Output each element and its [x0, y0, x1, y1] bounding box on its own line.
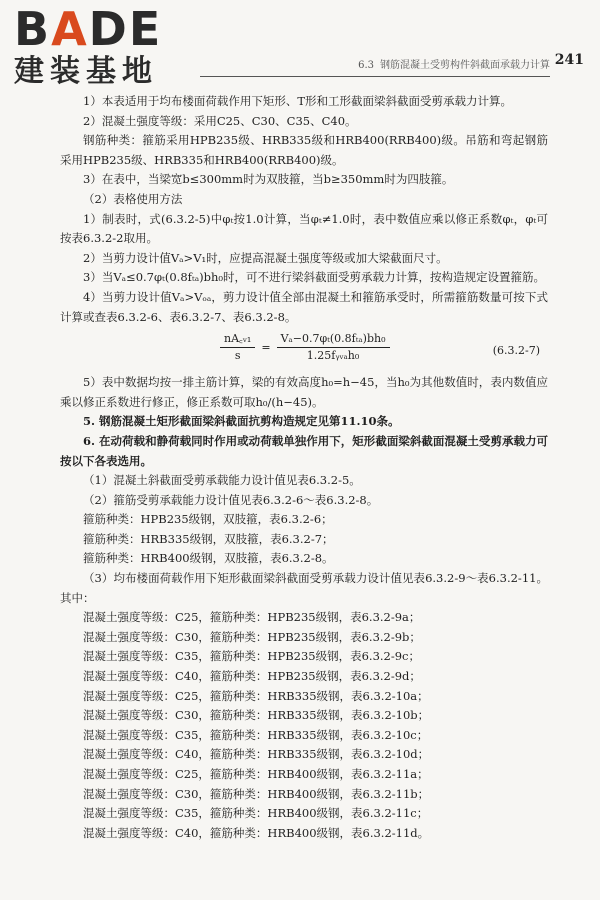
list-item: 混凝土强度等级：C25，箍筋种类：HPB235级钢，表6.3.2-9a； [83, 610, 421, 625]
list-item: 混凝土强度等级：C40，箍筋种类：HRB400级钢，表6.3.2-11d。 [83, 825, 430, 840]
list-item: 混凝土强度等级：C40，箍筋种类：HPB235级钢，表6.3.2-9d； [83, 669, 421, 684]
list-item: 箍筋种类：HPB235级钢，双肢箍，表6.3.2-6； [83, 512, 333, 527]
logo-subtitle: 建装基地 [14, 54, 158, 89]
paragraph: 1）制表时，式(6.3.2-5)中φₜ按1.0计算，当φₜ≠1.0时，表中数值应乘以修正系数φₜ，φₜ可按表6.3.2-2取用。 [60, 211, 548, 246]
lhs-numerator: nA꜀ᵥ₁ [220, 331, 255, 348]
paragraph: 5）表中数据均按一排主筋计算，梁的有效高度h₀=h−45，当h₀为其他数值时，表内数值应乘以修正系数进行修正，修正系数可取h₀/(h−45)。 [60, 375, 548, 409]
list-item: 混凝土强度等级：C25，箍筋种类：HRB400级钢，表6.3.2-11a； [83, 767, 429, 781]
equation-number: (6.3.2-7) [492, 344, 540, 358]
paragraph: 1）本表适用于均布楼面荷载作用下矩形、T形和工形截面梁斜截面受剪承载力计算。 [83, 94, 512, 108]
paragraph: （2）表格使用方法 [83, 191, 183, 206]
logo-wordmark: BADE [14, 2, 163, 56]
equation-6-3-2-7 [60, 329, 548, 369]
paragraph: 3）在表中，当梁宽b≤300mm时为双肢箍，当b≥350mm时为四肢箍。 [83, 172, 454, 187]
running-header [200, 52, 584, 77]
paragraph: 2）当剪力设计值Vₐ>V₁时，应提高混凝土强度等级或加大梁截面尺寸。 [83, 250, 448, 265]
list-item: 混凝土强度等级：C35，箍筋种类：HRB335级钢，表6.3.2-10c； [83, 727, 429, 742]
logo [14, 4, 184, 90]
list-item: 混凝土强度等级：C35，箍筋种类：HPB235级钢，表6.3.2-9c； [83, 649, 421, 664]
paragraph: 4）当剪力设计值Vₐ>Vₒₐ，剪力设计值全部由混凝土和箍筋承受时，所需箍筋数量可按下式计算或查表6.3.2-6、表6.3.2-7、表6.3.2-8。 [60, 289, 548, 324]
paragraph: （3）均布楼面荷载作用下矩形截面梁斜截面受剪承载力设计值见表6.3.2-9～表6.3.2-11。其中： [60, 571, 548, 605]
equation-body [220, 331, 390, 364]
list-item: 混凝土强度等级：C35，箍筋种类：HRB400级钢，表6.3.2-11c； [83, 806, 429, 821]
numbered-item: 5. 钢筋混凝土矩形截面梁斜截面抗剪构造规定见第11.10条。 [83, 414, 400, 429]
paragraph: （2）箍筋受剪承载能力设计值见表6.3.2-6～表6.3.2-8。 [83, 492, 379, 507]
page-body [60, 92, 548, 843]
list-item: 箍筋种类：HRB335级钢，双肢箍，表6.3.2-7； [83, 531, 334, 546]
page-number: 241 [554, 52, 584, 68]
paragraph: （1）混凝土斜截面受剪承载能力设计值见表6.3.2-5。 [83, 473, 361, 488]
list-item: 混凝土强度等级：C40，箍筋种类：HRB335级钢，表6.3.2-10d； [83, 747, 430, 762]
numbered-item: 6. 在动荷载和静荷载同时作用或动荷载单独作用下，矩形截面梁斜截面混凝土受剪承载力可按以下各表选用。 [60, 433, 548, 468]
equals-sign: = [261, 340, 271, 354]
lhs-denominator: s [234, 349, 241, 363]
paragraph: 2）混凝土强度等级：采用C25、C30、C35、C40。 [83, 113, 357, 128]
header-section: 6.3 [358, 60, 374, 71]
paragraph: 3）当Vₐ≤0.7φₜ(0.8fₜₐ)bh₀时，可不进行梁斜截面受剪承载力计算，按构造规定设置箍筋。 [83, 270, 546, 285]
list-item: 混凝土强度等级：C30，箍筋种类：HRB335级钢，表6.3.2-10b； [83, 708, 430, 723]
list-item: 混凝土强度等级：C25，箍筋种类：HRB335级钢，表6.3.2-10a； [83, 688, 429, 703]
equation-lhs [220, 331, 255, 364]
list-item: 箍筋种类：HRB400级钢，双肢箍，表6.3.2-8。 [83, 551, 334, 566]
paragraph: 钢筋种类：箍筋采用HPB235级、HRB335级和HRB400(RRB400)级。吊筋和弯起钢筋采用HPB235级、HRB335和HRB400(RRB400)级。 [60, 133, 548, 167]
rhs-denominator: 1.25fᵧᵥₐh₀ [306, 349, 360, 363]
equation-rhs [277, 331, 390, 364]
list-item: 混凝土强度等级：C30，箍筋种类：HPB235级钢，表6.3.2-9b； [83, 629, 421, 644]
rhs-numerator: Vₐ−0.7φₜ(0.8fₜₐ)bh₀ [277, 331, 390, 348]
list-item: 混凝土强度等级：C30，箍筋种类：HRB400级钢，表6.3.2-11b； [83, 786, 430, 801]
header-title: 钢筋混凝土受剪构件斜截面承载力计算 [380, 60, 550, 71]
